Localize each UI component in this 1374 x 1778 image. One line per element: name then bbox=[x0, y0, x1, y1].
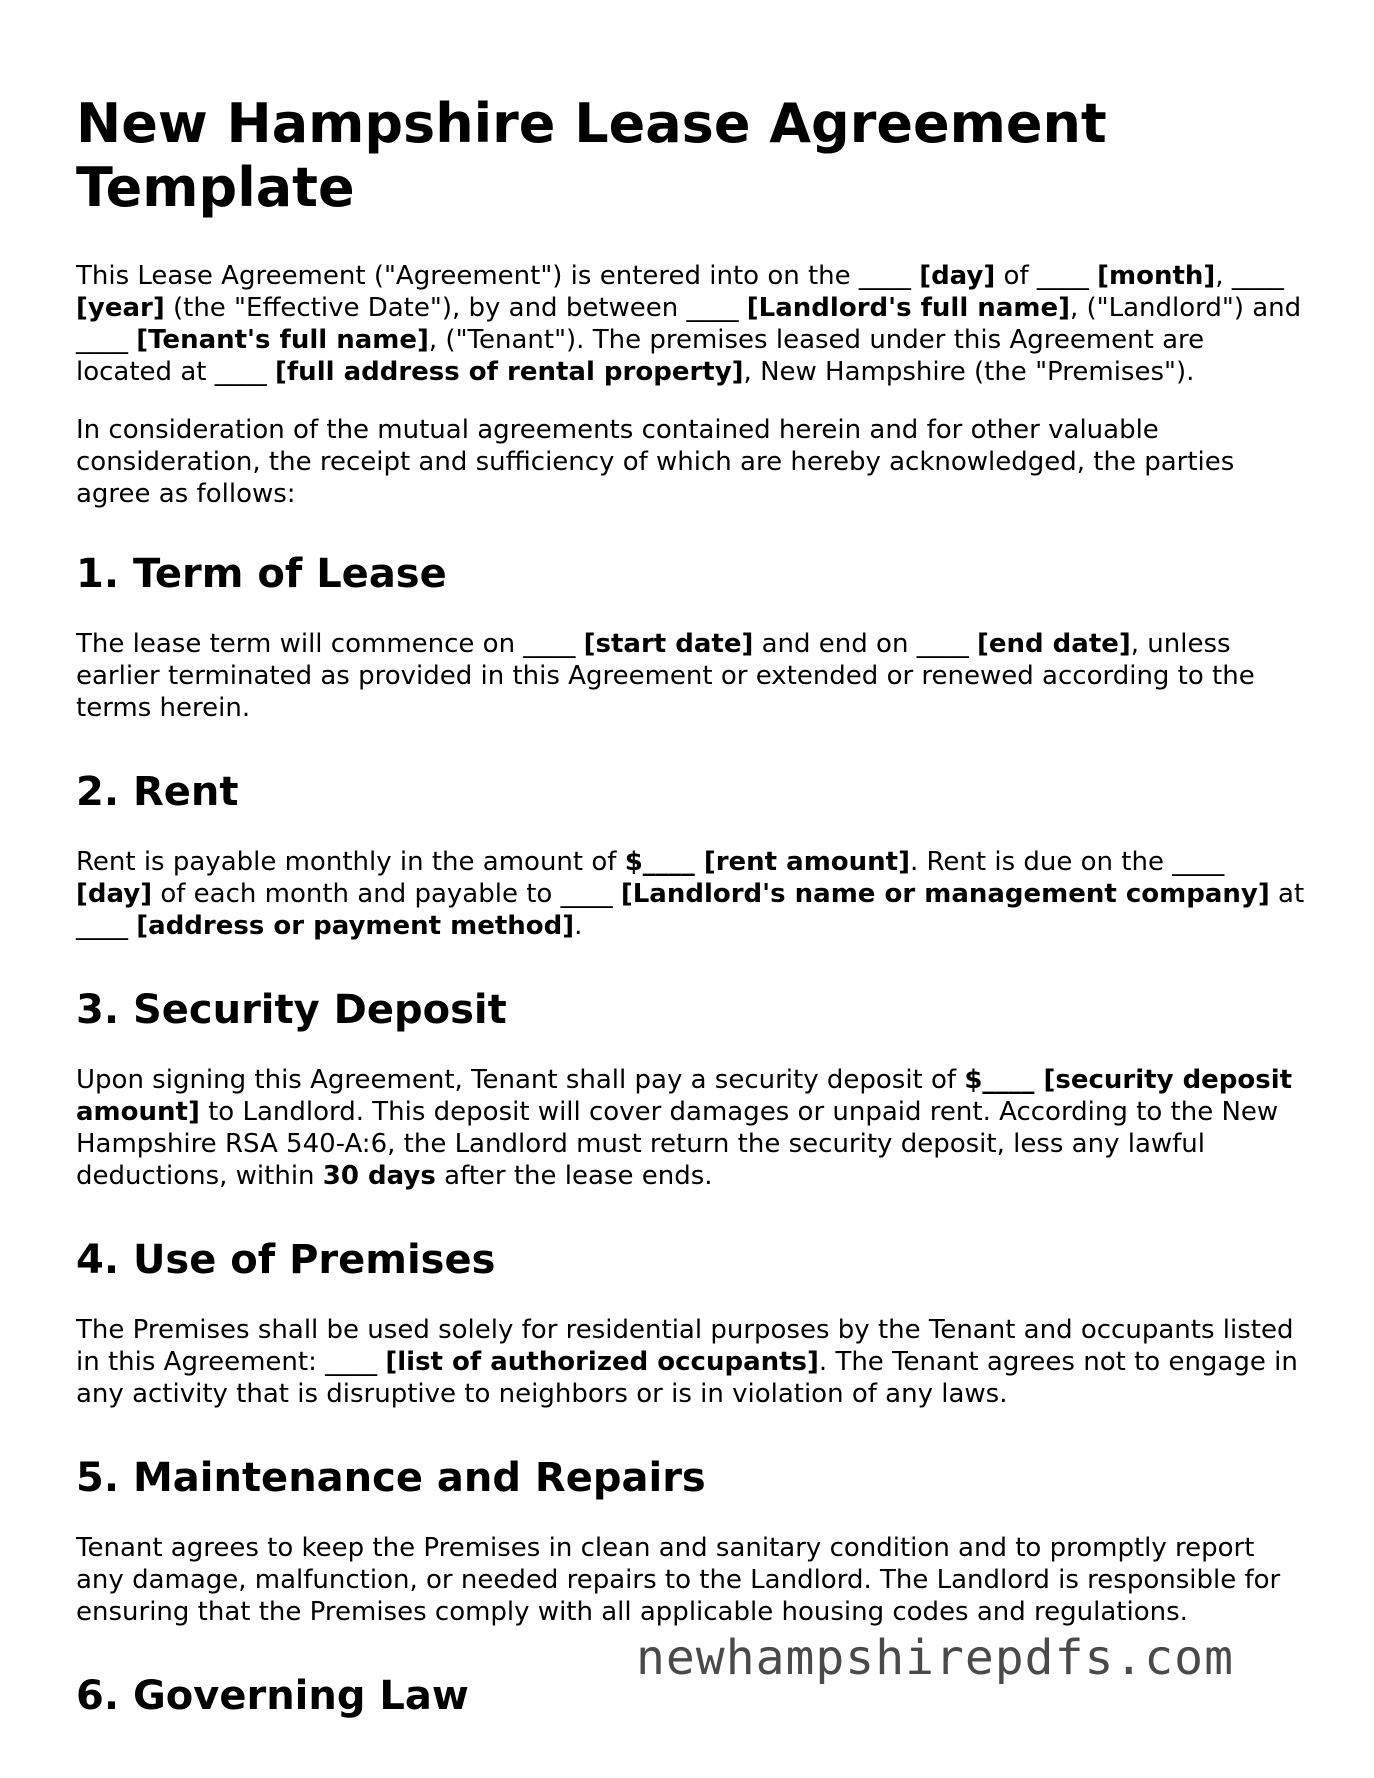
deposit-amount-placeholder: $____ [security deposit amount] bbox=[76, 1065, 1293, 1127]
payment-method-placeholder: [address or payment method] bbox=[136, 911, 575, 941]
document-page bbox=[76, 92, 1306, 1750]
deposit-text-3: after the lease ends. bbox=[435, 1161, 713, 1191]
rent-paragraph bbox=[76, 846, 1306, 942]
year-placeholder: [year] bbox=[76, 293, 165, 323]
term-text-2: and end on ____ bbox=[753, 629, 977, 659]
intro-text-5: , ("Landlord") and ____ bbox=[76, 293, 1302, 355]
month-placeholder: [month] bbox=[1097, 261, 1216, 291]
intro-text-4: (the "Effective Date"), by and between ____ bbox=[164, 293, 747, 323]
rent-amount-placeholder: $____ [rent amount] bbox=[624, 847, 910, 877]
occupants-placeholder: [list of authorized occupants] bbox=[385, 1347, 819, 1377]
site-watermark: newhampshirepdfs.com bbox=[636, 1630, 1234, 1686]
deposit-text-2: to Landlord. This deposit will cover damages or unpaid rent. According to the New Hampshire RSA 540-A:6, the Landlord must return the security deposit, less any lawful deductions, within bbox=[76, 1097, 1279, 1191]
section-heading-rent: 2. Rent bbox=[76, 769, 239, 815]
term-text-3: , unless earlier terminated as provided in this Agreement or extended or renewed according to the terms herein. bbox=[76, 629, 1255, 723]
term-paragraph bbox=[76, 628, 1306, 724]
intro-text-3: , ____ bbox=[1215, 261, 1284, 291]
intro-text-1: This Lease Agreement ("Agreement") is entered into on the ____ bbox=[76, 261, 920, 291]
intro-text-2: of ____ bbox=[995, 261, 1098, 291]
use-text-1: The Premises shall be used solely for residential purposes by the Tenant and occupants listed in this Agreement: ____ bbox=[76, 1315, 1294, 1377]
rent-text-1: Rent is payable monthly in the amount of bbox=[76, 847, 625, 877]
section-heading-law: 6. Governing Law bbox=[76, 1673, 469, 1719]
deposit-paragraph bbox=[76, 1064, 1306, 1192]
maintenance-paragraph: Tenant agrees to keep the Premises in clean and sanitary condition and to promptly report any damage, malfunction, or needed repairs to the Landlord. The Landlord is responsible for ensuring that the Premises comply with all applicable housing codes and regulations. bbox=[76, 1533, 1281, 1627]
end-date-placeholder: [end date] bbox=[976, 629, 1131, 659]
use-text-2: . The Tenant agrees not to engage in any activity that is disruptive to neighbors or is in violation of any laws. bbox=[76, 1347, 1298, 1409]
rent-text-2: . Rent is due on the ____ bbox=[910, 847, 1225, 877]
landlord-name-placeholder: [Landlord's full name] bbox=[746, 293, 1070, 323]
deposit-text-1: Upon signing this Agreement, Tenant shall pay a security deposit of bbox=[76, 1065, 965, 1095]
tenant-name-placeholder: [Tenant's full name] bbox=[136, 325, 429, 355]
section-heading-deposit: 3. Security Deposit bbox=[76, 987, 507, 1033]
rent-text-3: of each month and payable to ____ bbox=[152, 879, 621, 909]
intro-text-6: , ("Tenant"). The premises leased under this Agreement are located at ____ bbox=[76, 325, 1205, 387]
day-placeholder: [day] bbox=[919, 261, 996, 291]
start-date-placeholder: [start date] bbox=[583, 629, 754, 659]
consideration-paragraph: In consideration of the mutual agreements contained herein and for other valuable consideration, the receipt and sufficiency of which are hereby acknowledged, the parties agree as follows: bbox=[76, 415, 1235, 509]
intro-text-7: , New Hampshire (the "Premises"). bbox=[743, 357, 1195, 387]
deposit-return-days: 30 days bbox=[322, 1161, 436, 1191]
document-title: New Hampshire Lease Agreement Template bbox=[76, 92, 1107, 219]
section-heading-use: 4. Use of Premises bbox=[76, 1237, 496, 1283]
payee-placeholder: [Landlord's name or management company] bbox=[620, 879, 1270, 909]
rent-text-4: at ____ bbox=[76, 879, 1305, 941]
term-text-1: The lease term will commence on ____ bbox=[76, 629, 584, 659]
use-paragraph bbox=[76, 1314, 1306, 1410]
section-heading-maintenance: 5. Maintenance and Repairs bbox=[76, 1455, 706, 1501]
section-heading-term: 1. Term of Lease bbox=[76, 551, 447, 597]
rent-day-placeholder: [day] bbox=[76, 879, 153, 909]
rent-text-5: . bbox=[574, 911, 583, 941]
intro-paragraph bbox=[76, 260, 1306, 388]
property-address-placeholder: [full address of rental property] bbox=[274, 357, 744, 387]
